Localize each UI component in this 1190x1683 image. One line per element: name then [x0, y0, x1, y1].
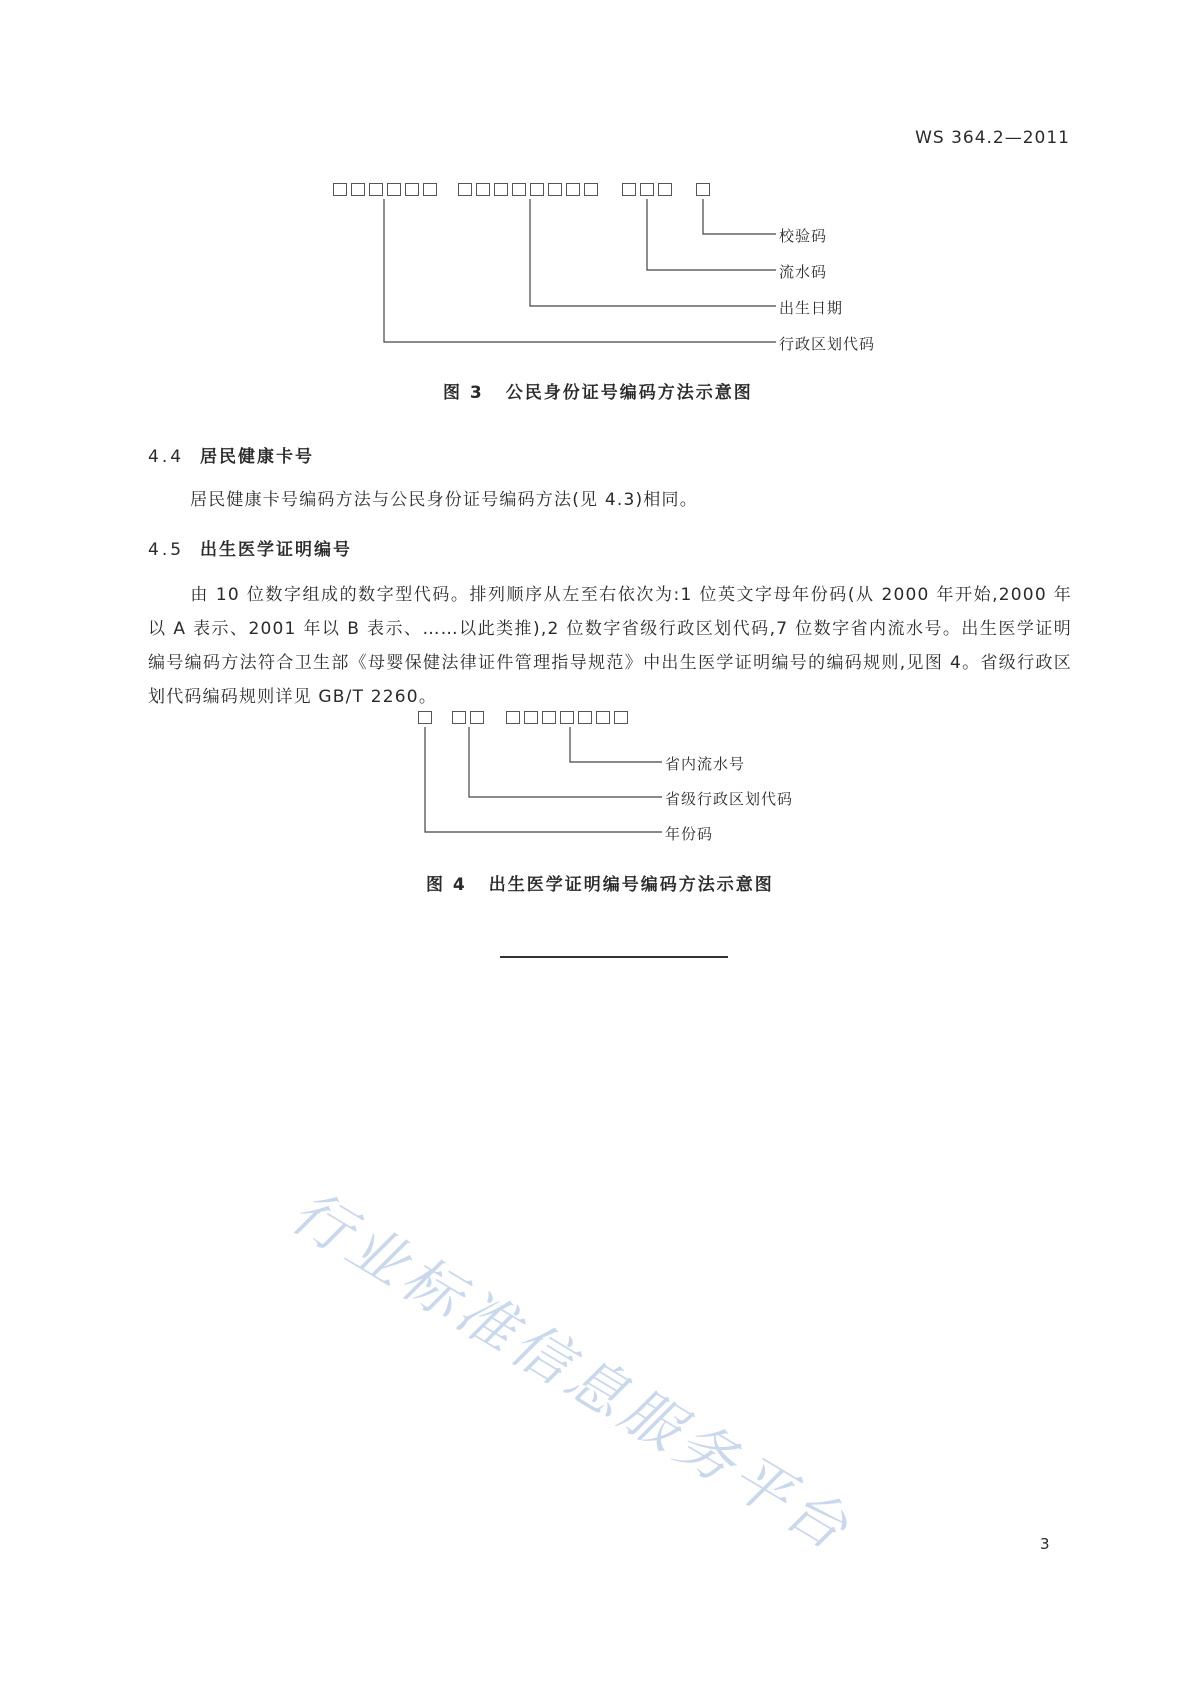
digit-box: [333, 183, 347, 196]
digit-box: [369, 183, 383, 196]
figure3-label-region-code: 行政区划代码: [779, 335, 876, 353]
end-rule: [500, 956, 728, 958]
digit-box: [530, 183, 544, 196]
section-4-5-paragraph: [148, 578, 1072, 714]
section-title: 居民健康卡号: [200, 447, 314, 467]
figure4-label-province-code: 省级行政区划代码: [665, 790, 794, 808]
digit-box: [622, 183, 636, 196]
digit-box: [458, 183, 472, 196]
section-title: 出生医学证明编号: [200, 540, 352, 560]
connector-province-code: [469, 727, 662, 797]
watermark: 行业标准信息服务平台: [279, 1177, 864, 1566]
paragraph-text: 居民健康卡号编码方法与公民身份证号编码方法(见 4.3)相同。: [190, 490, 698, 510]
digit-box: [423, 183, 437, 196]
digit-box: [476, 183, 490, 196]
connector-province-sequence: [570, 727, 662, 762]
id-check-box: [696, 183, 710, 196]
figure3-label-check-code: 校验码: [779, 227, 828, 245]
figure3-caption-number: 图 3: [443, 383, 484, 403]
paragraph-text: 由 10 位数字组成的数字型代码。排列顺序从左至右依次为:1 位英文字母年份码(从 2000 年开始,2000 年以 A 表示、2001 年以 B 表示、……以此类推),2 位数字省级行政区划代码,7 位数字省内流水号。出生医学证明编号编码方法符合卫生部《母婴保健法律证件管理指导规范》中出生医学证明编号的编码规则,见图 4。省级行政区划代码编码规则详见 GB/T 2260。: [148, 585, 1072, 707]
page-number: 3: [1040, 1535, 1050, 1553]
figure4-caption-text: 出生医学证明编号编码方法示意图: [488, 875, 774, 895]
figure3-caption-text: 公民身份证号编码方法示意图: [505, 383, 753, 403]
figure4-caption-number: 图 4: [426, 875, 467, 895]
connector-region-code: [384, 199, 776, 342]
digit-box: [512, 183, 526, 196]
figure3-label-birthdate: 出生日期: [779, 299, 844, 317]
connector-sequence-code: [647, 199, 776, 270]
figure4-label-province-sequence: 省内流水号: [665, 755, 746, 773]
digit-box: [640, 183, 654, 196]
digit-box: [405, 183, 419, 196]
digit-box: [548, 183, 562, 196]
connector-check-code: [703, 199, 776, 234]
connector-year-code: [425, 727, 662, 832]
section-number: 4.4: [148, 447, 185, 467]
figure3-caption: [443, 378, 753, 403]
digit-box: [584, 183, 598, 196]
id-region-boxes: [333, 183, 437, 196]
digit-box: [566, 183, 580, 196]
id-sequence-boxes: [622, 183, 672, 196]
standard-number: WS 364.2—2011: [915, 128, 1070, 148]
section-4-5-heading: [148, 535, 352, 560]
digit-box: [351, 183, 365, 196]
figure4-label-year-code: 年份码: [665, 825, 714, 843]
digit-box: [658, 183, 672, 196]
connector-birthdate: [530, 199, 776, 306]
id-birthdate-boxes: [458, 183, 598, 196]
section-4-4-heading: [148, 442, 314, 467]
section-4-4-paragraph: [148, 483, 1072, 517]
digit-box: [696, 183, 710, 196]
section-number: 4.5: [148, 540, 185, 560]
digit-box: [494, 183, 508, 196]
digit-box: [387, 183, 401, 196]
figure4-caption: [426, 870, 774, 895]
figure3-label-sequence: 流水码: [779, 263, 828, 281]
